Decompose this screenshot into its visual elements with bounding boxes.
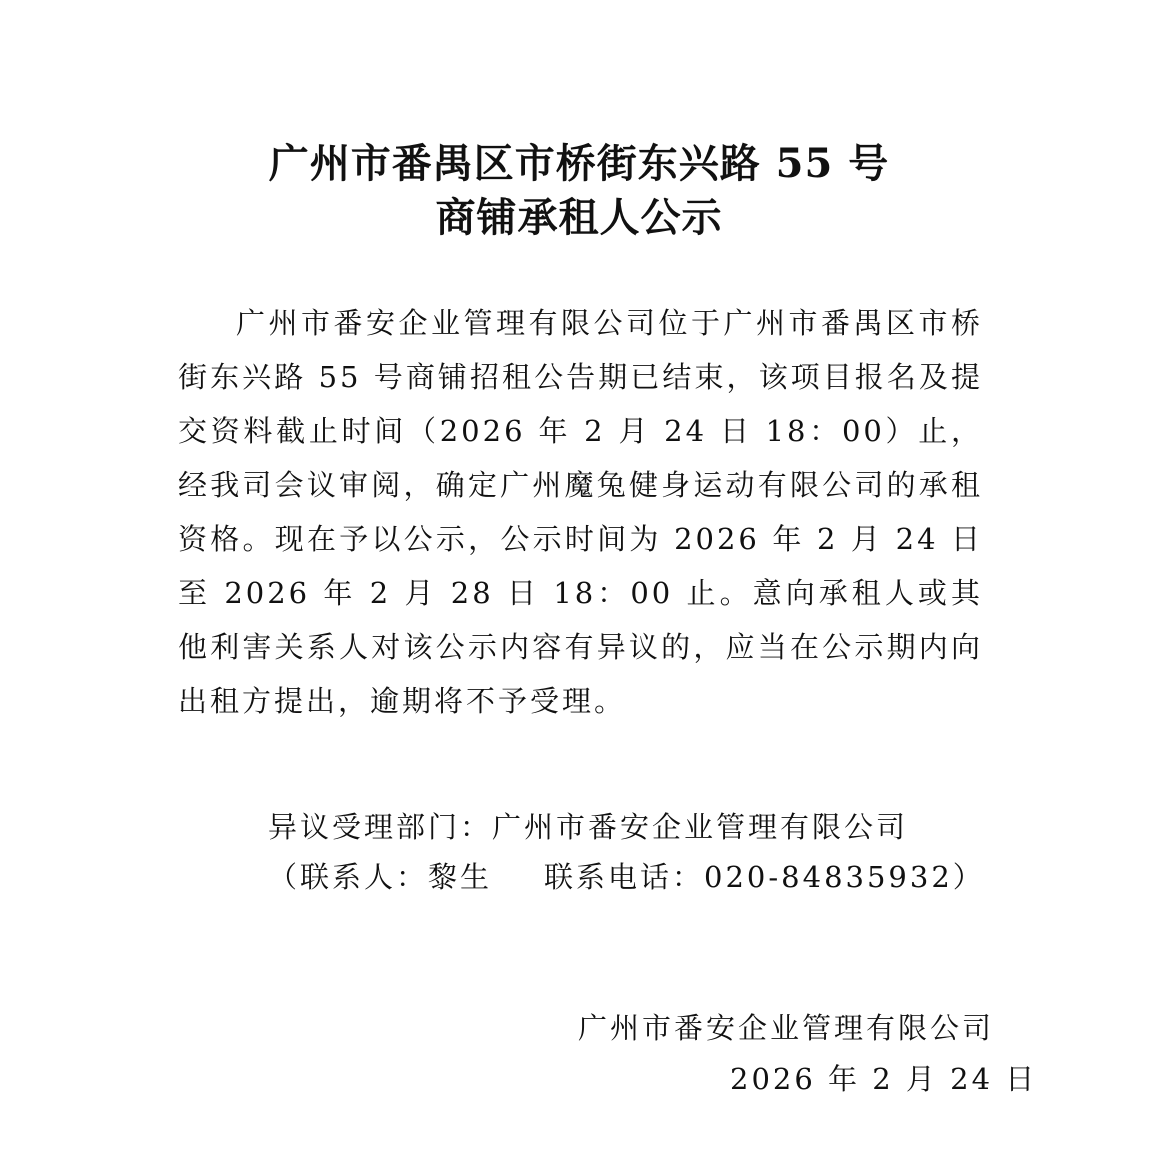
objection-department: 异议受理部门：广州市番安企业管理有限公司 [268, 810, 909, 844]
contact-phone: 联系电话：020-84835932） [544, 860, 985, 894]
signature-date: 2026 年 2 月 24 日 [730, 1062, 1038, 1096]
notice-title-line2: 商铺承租人公示 [435, 194, 723, 241]
notice-title-line1: 广州市番禺区市桥街东兴路 55 号 [268, 140, 890, 187]
notice-body: 广州市番安企业管理有限公司位于广州市番禺区市桥街东兴路 55 号商铺招租公告期已结束，该项目报名及提交资料截止时间（2026 年 2 月 24 日 18：00）止，经我司会议审阅，确定广州魔兔健身运动有限公司的承租资格。现在予以公示，公示时间为 2026 年 2 月 24 日至 2026 年 2 月 28 日 18：00 止。意向承租人或其他利害关系人对该公示内容有异议的，应当在公示期内向出租方提出，逾期将不予受理。 [178, 306, 983, 718]
signature-organization: 广州市番安企业管理有限公司 [578, 1011, 995, 1045]
contact-person: （联系人：黎生 [268, 860, 493, 894]
contact-line [268, 854, 985, 900]
